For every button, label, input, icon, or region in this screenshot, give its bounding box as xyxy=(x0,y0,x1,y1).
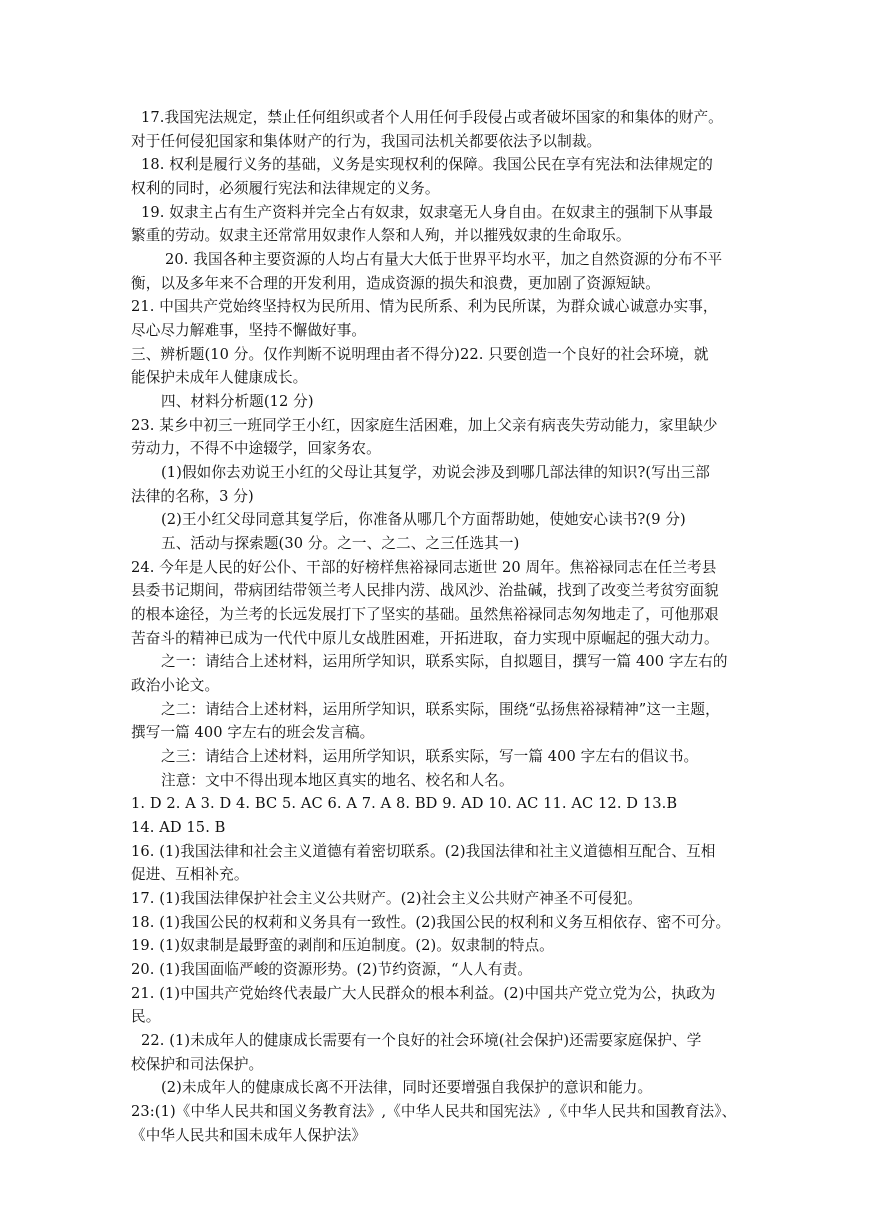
answer-line: 23:(1)《中华人民共和国义务教育法》,《中华人民共和国宪法》,《中华人民共和国教育法》、 xyxy=(131,1103,737,1120)
text-line: 政治小论文。 xyxy=(131,677,220,694)
text-line: 23. 某乡中初三一班同学王小红，因家庭生活困难，加上父亲有病丧失劳动能力，家里缺少 xyxy=(131,417,718,434)
text-line: 能保护未成年人健康成长。 xyxy=(131,369,308,386)
answer-line: 校保护和司法保护。 xyxy=(131,1056,264,1073)
text-line: 衡，以及多年来不合理的开发利用，造成资源的损失和浪费，更加剧了资源短缺。 xyxy=(131,275,660,292)
answer-line: 1. D 2. A 3. D 4. BC 5. AC 6. A 7. A 8. BD 9. AD 10. AC 11. AC 12. D 13.B xyxy=(131,795,678,812)
answer-line: 民。 xyxy=(131,1008,161,1025)
answer-line: 16. (1)我国法律和社会主义道德有着密切联系。(2)我国法律和社主义道德相互配合、互相 xyxy=(131,843,716,860)
text-line: (2)王小红父母同意其复学后，你准备从哪几个方面帮助她，使她安心读书?(9 分) xyxy=(161,511,686,528)
text-line: 之二：请结合上述材料，运用所学知识，联系实际，围绕“弘扬焦裕禄精神”这一主题， xyxy=(161,701,720,718)
text-line: 撰写一篇 400 字左右的班会发言稿。 xyxy=(131,724,375,741)
text-line: 繁重的劳动。奴隶主还常常用奴隶作人祭和人殉，并以摧残奴隶的生命取乐。 xyxy=(131,227,631,244)
text-line: 17.我国宪法规定，禁止任何组织或者个人用任何手段侵占或者破坏国家的和集体的财产。 xyxy=(141,109,723,126)
answer-line: 18. (1)我国公民的权莉和义务具有一致性。(2)我国公民的权利和义务互相依存、密不可分。 xyxy=(131,914,731,931)
answer-line: 促进、互相补充。 xyxy=(131,866,249,883)
text-line: 20. 我国各种主要资源的人均占有量大大低于世界平均水平，加之自然资源的分布不平 xyxy=(165,251,723,268)
text-line: 之三：请结合上述材料，运用所学知识，联系实际，写一篇 400 字左右的倡议书。 xyxy=(161,748,699,765)
text-line: 19. 奴隶主占有生产资料并完全占有奴隶，奴隶毫无人身自由。在奴隶主的强制下从事最 xyxy=(141,204,713,221)
answer-line: 14. AD 15. B xyxy=(131,819,226,836)
text-line: (1)假如你去劝说王小红的父母让其复学，劝说会涉及到哪几部法律的知识?(写出三部 xyxy=(161,464,710,481)
text-line: 21. 中国共产党始终坚持权为民所用、情为民所系、利为民所谋，为群众诚心诚意办实事， xyxy=(131,298,718,315)
answer-line: 22. (1)未成年人的健康成长需要有一个良好的社会环境(社会保护)还需要家庭保护、学 xyxy=(141,1032,702,1049)
answer-line: 《中华人民共和国未成年人保护法》 xyxy=(131,1127,367,1144)
text-line: 之一：请结合上述材料，运用所学知识，联系实际，自拟题目，撰写一篇 400 字左右的 xyxy=(161,653,728,670)
text-line: 的根本途径，为兰考的长远发展打下了坚实的基础。虽然焦裕禄同志匆匆地走了，可他那艰 xyxy=(131,606,719,623)
text-line: 尽心尽力解难事，坚持不懈做好事。 xyxy=(131,322,367,339)
text-line: 苦奋斗的精神已成为一代代中原儿女战胜困难，开拓进取，奋力实现中原崛起的强大动力。 xyxy=(131,630,719,647)
text-line: 劳动力，不得不中途辍学，回家务农。 xyxy=(131,440,381,457)
section-heading: 四、材料分析题(12 分) xyxy=(161,393,314,410)
answer-line: 17. (1)我国法律保护社会主义公共财产。(2)社会主义公共财产神圣不可侵犯。 xyxy=(131,890,643,907)
text-line: 注意：文中不得出现本地区真实的地名、校名和人名。 xyxy=(161,772,514,789)
answer-line: 19. (1)奴隶制是最野蛮的剥削和压迫制度。(2)。奴隶制的特点。 xyxy=(131,937,554,954)
answer-line: 20. (1)我国面临严峻的资源形势。(2)节约资源，“人人有责。 xyxy=(131,961,533,978)
answer-line: 21. (1)中国共产党始终代表最广大人民群众的根本利益。(2)中国共产党立党为公，执政为 xyxy=(131,985,716,1002)
text-line: 三、辨析题(10 分。仅作判断不说明理由者不得分)22. 只要创造一个良好的社会环境，就 xyxy=(131,346,709,363)
text-line: 权利的同时，必须履行宪法和法律规定的义务。 xyxy=(131,180,440,197)
text-line: 法律的名称，3 分) xyxy=(131,488,254,505)
text-line: 县委书记期间，带病团结带领兰考人民排内涝、战风沙、治盐碱，找到了改变兰考贫穷面貌 xyxy=(131,582,719,599)
answer-line: (2)未成年人的健康成长离不开法律，同时还要增强自我保护的意识和能力。 xyxy=(161,1079,653,1096)
text-line: 24. 今年是人民的好公仆、干部的好榜样焦裕禄同志逝世 20 周年。焦裕禄同志在任兰考县 xyxy=(131,559,717,576)
text-line: 对于任何侵犯国家和集体财产的行为，我国司法机关都要依法予以制裁。 xyxy=(131,133,602,150)
text-line: 18. 权利是履行义务的基础，义务是实现权利的保障。我国公民在享有宪法和法律规定的 xyxy=(141,156,713,173)
section-heading: 五、活动与探索题(30 分。之一、之二、之三任选其一) xyxy=(161,535,520,552)
